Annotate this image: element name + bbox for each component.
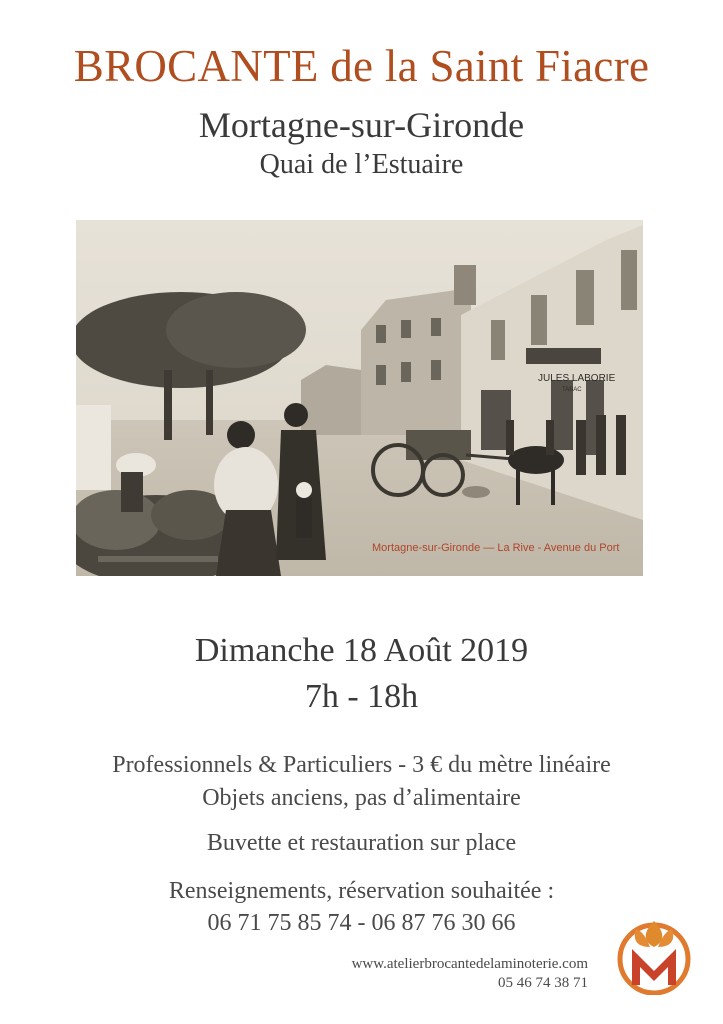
vintage-postcard-photo [76,220,643,576]
shop-sign-text: JULES LABORIE [538,373,616,384]
shop-sub-text: TABAC [562,387,582,393]
footer-phone: 05 46 74 38 71 [498,975,588,991]
venue-name: Quai de l’Estuaire [259,149,464,180]
website-link[interactable]: www.atelierbrocantedelaminoterie.com [351,956,588,972]
event-hours: 7h - 18h [304,678,419,715]
contact-phones: 06 71 75 85 74 - 06 87 76 30 66 [207,910,516,936]
town-name: Mortagne-sur-Gironde [198,105,525,145]
items-info: Objets anciens, pas d’alimentaire [202,785,521,811]
postcard-caption: Mortagne-sur-Gironde — La Rive - Avenue du Port [372,542,620,554]
contact-heading: Renseignements, réservation souhaitée : [168,878,555,904]
event-date: Dimanche 18 Août 2019 [194,632,529,669]
event-title: BROCANTE de la Saint Fiacre [73,41,650,91]
food-info: Buvette et restauration sur place [206,830,517,856]
minoterie-logo-icon [614,915,694,995]
pricing-info: Professionnels & Particuliers - 3 € du mètre linéaire [112,752,611,778]
